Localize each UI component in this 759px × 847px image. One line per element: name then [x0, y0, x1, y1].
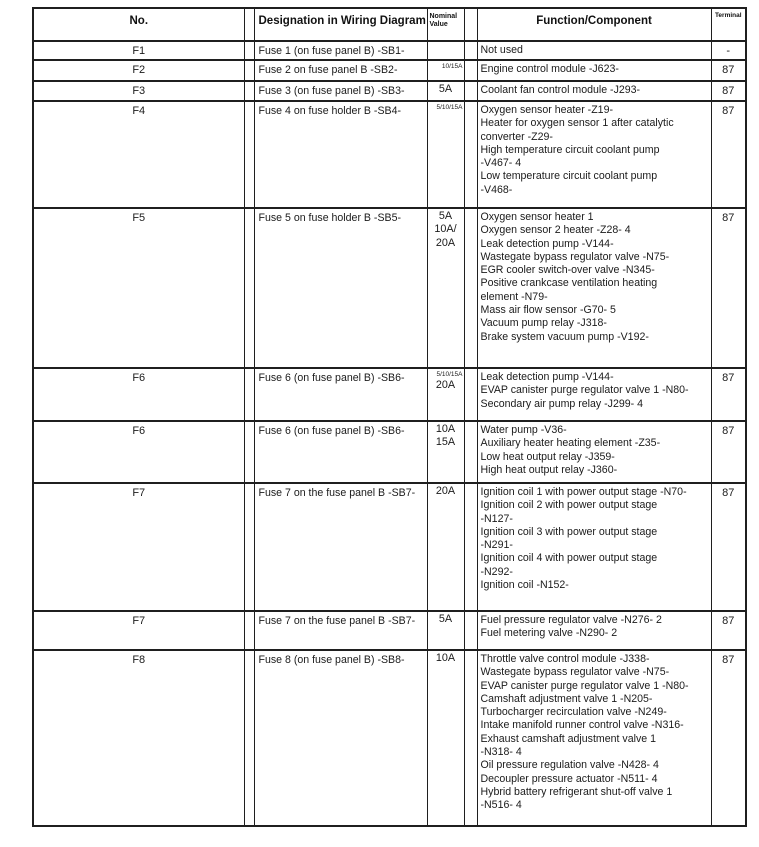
gap-column-cell	[244, 101, 254, 208]
designation-cell: Fuse 7 on the fuse panel B -SB7-	[254, 611, 427, 650]
nominal-value-cell	[427, 368, 464, 421]
fuse-number-cell: F6	[33, 421, 244, 483]
designation-cell: Fuse 8 (on fuse panel B) -SB8-	[254, 650, 427, 826]
gap-column-cell	[464, 368, 477, 421]
terminal-cell: 87	[711, 81, 746, 101]
function-line: Leak detection pump -V144-	[480, 371, 614, 383]
function-component-cell	[477, 421, 711, 483]
function-line: Wastegate bypass regulator valve -N75-	[480, 250, 670, 263]
terminal-cell: 87	[711, 368, 746, 421]
function-line: Vacuum pump relay -J318-	[480, 317, 607, 330]
designation-cell: Fuse 4 on fuse holder B -SB4-	[254, 101, 427, 208]
designation-cell: Fuse 1 (on fuse panel B) -SB1-	[254, 41, 427, 60]
nominal-value-cell	[427, 483, 464, 611]
function-line: -N318- 4	[480, 746, 522, 759]
function-line: converter -Z29-	[480, 130, 553, 143]
function-line: Intake manifold runner control valve -N316-	[480, 719, 684, 732]
nominal-value-cell	[427, 81, 464, 101]
function-line: Wastegate bypass regulator valve -N75-	[480, 666, 670, 679]
function-line: Low heat output relay -J359-	[480, 450, 615, 463]
function-line: Ignition coil -N152-	[480, 579, 569, 592]
gap-column-cell	[244, 483, 254, 611]
gap-column-cell	[464, 650, 477, 826]
function-line: Oxygen sensor 2 heater -Z28- 4	[480, 224, 631, 237]
header-no: No.	[33, 8, 244, 41]
function-component-cell	[477, 650, 711, 826]
gap-column-cell	[464, 611, 477, 650]
function-line: -V468-	[480, 183, 513, 196]
function-line: Turbocharger recirculation valve -N249-	[480, 706, 667, 719]
function-line: Coolant fan control module -J293-	[480, 84, 641, 96]
function-line: Oil pressure regulation valve -N428- 4	[480, 759, 659, 772]
gap-column-cell	[244, 41, 254, 60]
designation-cell: Fuse 2 on fuse panel B -SB2-	[254, 60, 427, 81]
function-line: High temperature circuit coolant pump	[480, 143, 660, 156]
gap-column-cell	[244, 421, 254, 483]
gap-column-cell	[244, 650, 254, 826]
nominal-value-small: 10/15A	[441, 63, 463, 70]
fuse-table-body	[33, 41, 746, 826]
nominal-value-line: 20A	[435, 236, 456, 249]
terminal-cell: 87	[711, 208, 746, 368]
header-designation: Designation in Wiring Diagram	[254, 8, 427, 41]
fuse-row	[33, 101, 746, 208]
nominal-value-cell	[427, 611, 464, 650]
fuse-number-cell: F7	[33, 483, 244, 611]
header-function-component: Function/Component	[477, 8, 711, 41]
function-component-cell	[477, 81, 711, 101]
function-line: Not used	[480, 44, 523, 56]
gap-column-cell	[464, 208, 477, 368]
function-line: EVAP canister purge regulator valve 1 -N80-	[480, 384, 689, 397]
function-component-cell	[477, 483, 711, 611]
designation-cell: Fuse 7 on the fuse panel B -SB7-	[254, 483, 427, 611]
terminal-cell: 87	[711, 421, 746, 483]
function-line: Brake system vacuum pump -V192-	[480, 330, 649, 343]
function-component-cell	[477, 60, 711, 81]
function-line: Ignition coil 4 with power output stage	[480, 552, 658, 565]
nominal-value-line: 10A/	[434, 223, 457, 236]
function-component-cell	[477, 101, 711, 208]
fuse-number-cell: F7	[33, 611, 244, 650]
nominal-value-line: 10A	[435, 652, 456, 664]
function-line: Decoupler pressure actuator -N511- 4	[480, 772, 658, 785]
function-line: Oxygen sensor heater -Z19-	[480, 104, 613, 116]
terminal-cell: 87	[711, 60, 746, 81]
nominal-value-small: 5/10/15A	[436, 371, 463, 378]
nominal-value-line: 5A	[438, 613, 453, 625]
function-line: Leak detection pump -V144-	[480, 237, 614, 250]
function-line: Secondary air pump relay -J299- 4	[480, 397, 644, 410]
function-line: -N127-	[480, 512, 513, 525]
function-line: Positive crankcase ventilation heating	[480, 277, 658, 290]
fuse-row	[33, 208, 746, 368]
designation-cell: Fuse 6 (on fuse panel B) -SB6-	[254, 368, 427, 421]
gap-column-cell	[244, 368, 254, 421]
gap-column-cell	[464, 60, 477, 81]
function-line: Heater for oxygen sensor 1 after catalytic	[480, 117, 674, 130]
nominal-value-line: 10A	[435, 423, 456, 435]
header-nominal-line2: Value	[429, 20, 448, 28]
function-line: Ignition coil 3 with power output stage	[480, 525, 658, 538]
function-line: Exhaust camshaft adjustment valve 1	[480, 732, 656, 745]
nominal-value-cell	[427, 650, 464, 826]
gap-column-cell	[244, 611, 254, 650]
function-component-cell	[477, 611, 711, 650]
header-nominal-value	[427, 8, 464, 41]
fuse-row	[33, 650, 746, 826]
function-line: Ignition coil 2 with power output stage	[480, 499, 658, 512]
gap-column-cell	[244, 60, 254, 81]
fuse-number-cell: F8	[33, 650, 244, 826]
function-line: Engine control module -J623-	[480, 63, 619, 75]
function-line: Oxygen sensor heater 1	[480, 211, 594, 223]
fuse-number-cell: F3	[33, 81, 244, 101]
gap-column-cell	[464, 41, 477, 60]
fuse-number-cell: F5	[33, 208, 244, 368]
nominal-value-line: 5A	[438, 83, 453, 95]
nominal-value-cell	[427, 421, 464, 483]
designation-cell: Fuse 6 (on fuse panel B) -SB6-	[254, 421, 427, 483]
function-line: EGR cooler switch-over valve -N345-	[480, 264, 655, 277]
function-line: -N516- 4	[480, 799, 522, 812]
fuse-row	[33, 41, 746, 60]
nominal-value-line: 20A	[435, 485, 456, 497]
nominal-value-cell	[427, 208, 464, 368]
terminal-cell: 87	[711, 483, 746, 611]
gap-column-cell	[244, 208, 254, 368]
nominal-value-line: 20A	[435, 379, 456, 391]
header-terminal: Terminal	[711, 8, 746, 41]
designation-cell: Fuse 3 (on fuse panel B) -SB3-	[254, 81, 427, 101]
fuse-row	[33, 611, 746, 650]
fuse-row	[33, 421, 746, 483]
nominal-value-cell	[427, 41, 464, 60]
function-line: Auxiliary heater heating element -Z35-	[480, 437, 661, 450]
function-line: -N292-	[480, 565, 513, 578]
function-line: -V467- 4	[480, 157, 522, 170]
fuse-number-cell: F2	[33, 60, 244, 81]
nominal-value-small: 5/10/15A	[436, 104, 463, 111]
fuse-row	[33, 60, 746, 81]
fuse-row	[33, 368, 746, 421]
function-component-cell	[477, 208, 711, 368]
header-gap-column	[464, 8, 477, 41]
fuse-number-cell: F6	[33, 368, 244, 421]
table-header	[33, 8, 746, 41]
fuse-row	[33, 81, 746, 101]
function-line: element -N79-	[480, 290, 548, 303]
nominal-value-line: 5A	[438, 210, 453, 222]
fuse-number-cell: F1	[33, 41, 244, 60]
fuse-number-cell: F4	[33, 101, 244, 208]
header-nominal-line1: Nominal	[429, 13, 458, 20]
function-line: Low temperature circuit coolant pump	[480, 170, 658, 183]
gap-column-cell	[464, 101, 477, 208]
gap-column-cell	[244, 81, 254, 101]
function-line: Fuel metering valve -N290- 2	[480, 627, 618, 640]
header-gap-column	[244, 8, 254, 41]
gap-column-cell	[464, 81, 477, 101]
header-row	[33, 8, 746, 41]
function-line: Ignition coil 1 with power output stage -N70-	[480, 486, 687, 498]
function-line: Water pump -V36-	[480, 424, 567, 436]
fuse-assignment-table	[32, 7, 747, 827]
function-line: Fuel pressure regulator valve -N276- 2	[480, 614, 662, 626]
function-component-cell	[477, 41, 711, 60]
designation-cell: Fuse 5 on fuse holder B -SB5-	[254, 208, 427, 368]
gap-column-cell	[464, 483, 477, 611]
function-line: High heat output relay -J360-	[480, 463, 618, 476]
fuse-row	[33, 483, 746, 611]
nominal-value-line: 15A	[435, 436, 456, 449]
function-line: Camshaft adjustment valve 1 -N205-	[480, 692, 653, 705]
terminal-cell: 87	[711, 650, 746, 826]
gap-column-cell	[464, 421, 477, 483]
nominal-value-cell	[427, 101, 464, 208]
terminal-cell: 87	[711, 101, 746, 208]
terminal-cell: 87	[711, 611, 746, 650]
terminal-cell: -	[711, 41, 746, 60]
nominal-value-cell	[427, 60, 464, 81]
function-line: EVAP canister purge regulator valve 1 -N80-	[480, 679, 689, 692]
function-line: Hybrid battery refrigerant shut-off valve 1	[480, 785, 673, 798]
function-line: Throttle valve control module -J338-	[480, 653, 650, 665]
function-line: Mass air flow sensor -G70- 5	[480, 304, 616, 317]
function-line: -N291-	[480, 539, 513, 552]
function-component-cell	[477, 368, 711, 421]
